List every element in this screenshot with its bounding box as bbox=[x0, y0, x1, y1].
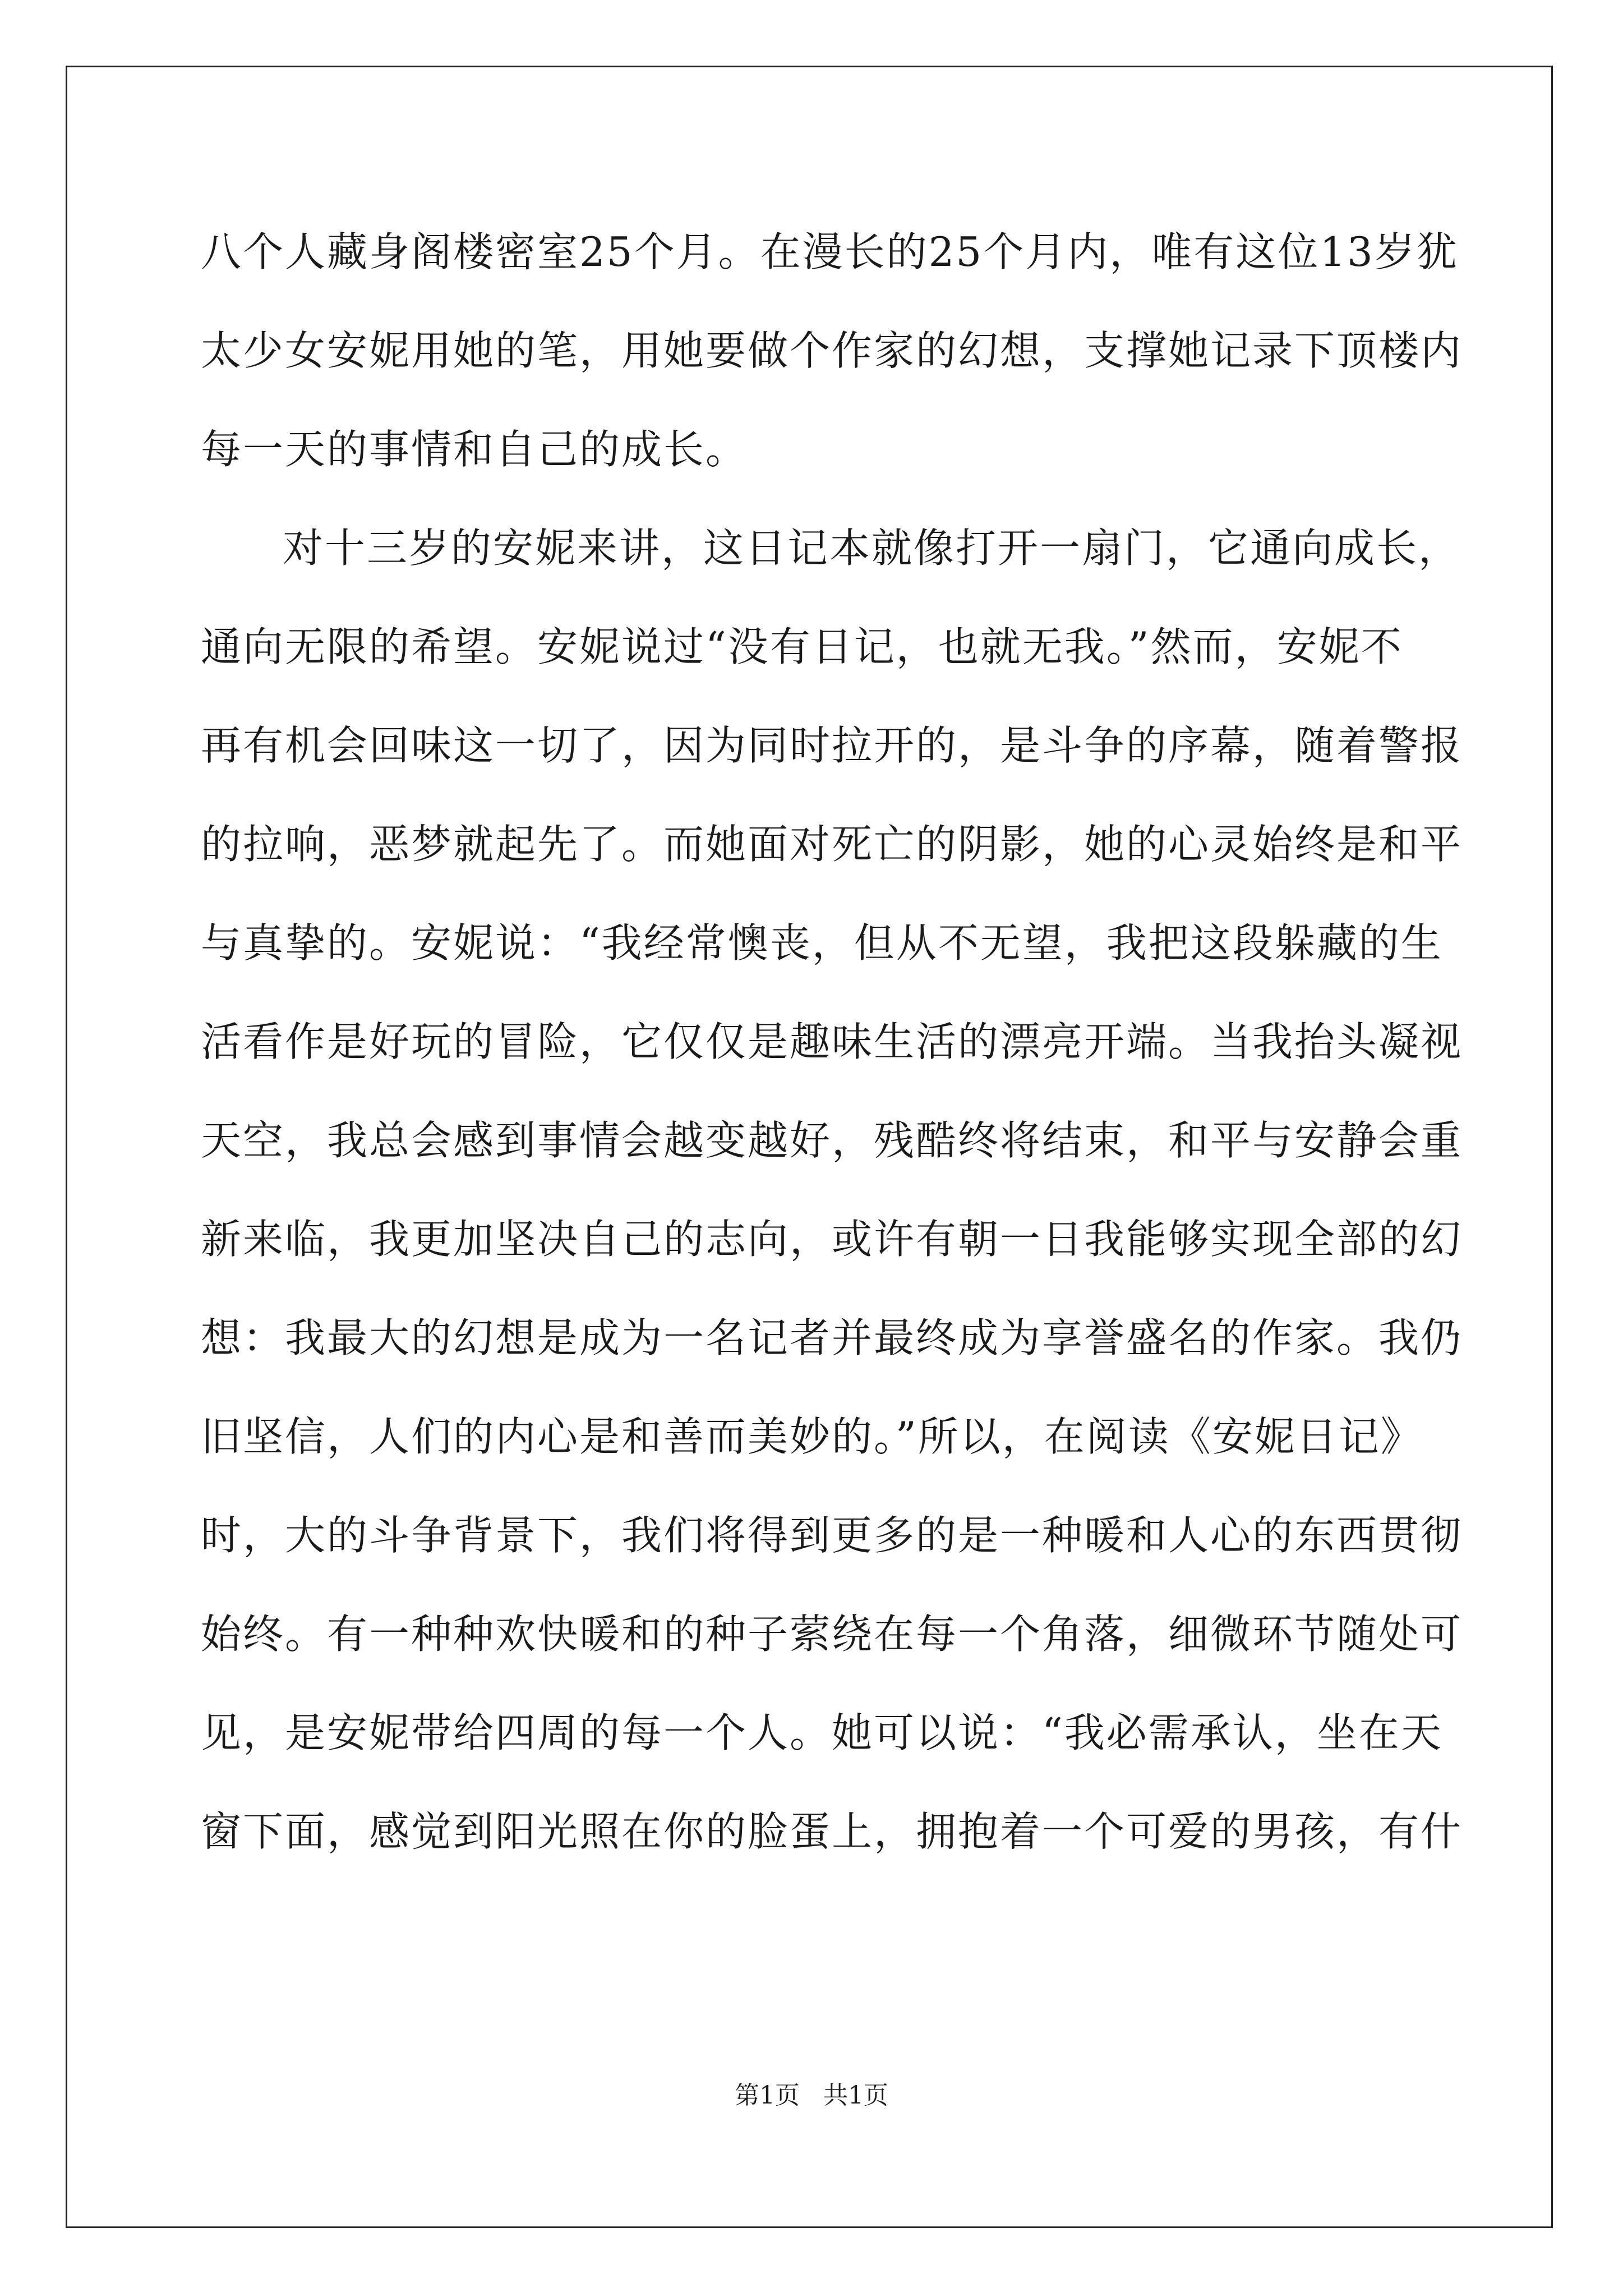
text-line-8: 与真挚的。安妮说：“我经常懊丧，但从不无望，我把这段躲藏的生 bbox=[201, 919, 1443, 967]
text-line-9: 活看作是好玩的冒险，它仅仅是趣味生活的漂亮开端。当我抬头凝视 bbox=[201, 1018, 1463, 1065]
text-line-15: 始终。有一种种欢快暖和的种子萦绕在每一个角落，细微环节随处可 bbox=[201, 1611, 1463, 1658]
text-line-10: 天空，我总会感到事情会越变越好，残酷终将结束，和平与安静会重 bbox=[201, 1117, 1463, 1164]
text-line-14: 时，大的斗争背景下，我们将得到更多的是一种暖和人心的东西贯彻 bbox=[201, 1512, 1463, 1559]
text-line-12: 想：我最大的幻想是成为一名记者并最终成为享誉盛名的作家。我仍 bbox=[201, 1314, 1463, 1361]
text-line-6: 再有机会回味这一切了，因为同时拉开的，是斗争的序幕，随着警报 bbox=[201, 722, 1463, 769]
text-line-11: 新来临，我更加坚决自己的志向，或许有朝一日我能够实现全部的幻 bbox=[201, 1216, 1463, 1263]
text-line-2: 太少女安妮用她的笔，用她要做个作家的幻想，支撑她记录下顶楼内 bbox=[201, 327, 1463, 374]
page-footer: 第1页 共1页 bbox=[735, 2081, 888, 2110]
text-line-13: 旧坚信，人们的内心是和善而美妙的。”所以，在阅读《安妮日记》 bbox=[201, 1413, 1423, 1460]
text-line-1: 八个人藏身阁楼密室25个月。在漫长的25个月内，唯有这位13岁犹 bbox=[201, 228, 1459, 275]
text-line-7: 的拉响，恶梦就起先了。而她面对死亡的阴影，她的心灵始终是和平 bbox=[201, 821, 1463, 868]
text-line-5: 通向无限的希望。安妮说过“没有日记，也就无我。”然而，安妮不 bbox=[201, 623, 1403, 670]
text-line-16: 见，是安妮带给四周的每一个人。她可以说：“我必需承认，坐在天 bbox=[201, 1709, 1443, 1756]
text-line-4-paragraph-start: 对十三岁的安妮来讲，这日记本就像打开一扇门，它通向成长， bbox=[283, 524, 1461, 572]
text-line-17: 窗下面，感觉到阳光照在你的脸蛋上，拥抱着一个可爱的男孩，有什 bbox=[201, 1808, 1463, 1855]
text-line-3: 每一天的事情和自己的成长。 bbox=[201, 426, 748, 473]
